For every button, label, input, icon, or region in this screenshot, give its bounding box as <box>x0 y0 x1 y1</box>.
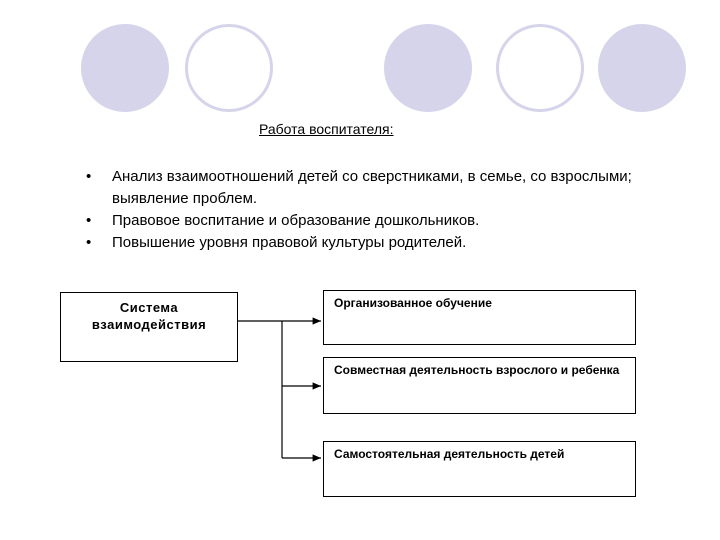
bullet-text: Повышение уровня правовой культуры родителей. <box>112 234 467 251</box>
bullet-icon: • <box>86 234 92 251</box>
page-title: Работа воспитателя: <box>259 121 394 137</box>
branch-box-joint-activity: Совместная деятельность взрослого и ребенка <box>323 357 636 414</box>
branch-box-organized-learning: Организованное обучение <box>323 290 636 345</box>
bullet-icon: • <box>86 212 92 229</box>
branch-box-independent-activity: Самостоятельная деятельность детей <box>323 441 636 497</box>
bullet-text: Правовое воспитание и образование дошкольников. <box>112 212 480 229</box>
bullet-text: Анализ взаимоотношений детей со сверстниками, в семье, со взрослыми; выявление проблем. <box>112 168 632 207</box>
main-system-box: Система взаимодействия <box>60 292 238 362</box>
bullet-icon: • <box>86 168 92 185</box>
